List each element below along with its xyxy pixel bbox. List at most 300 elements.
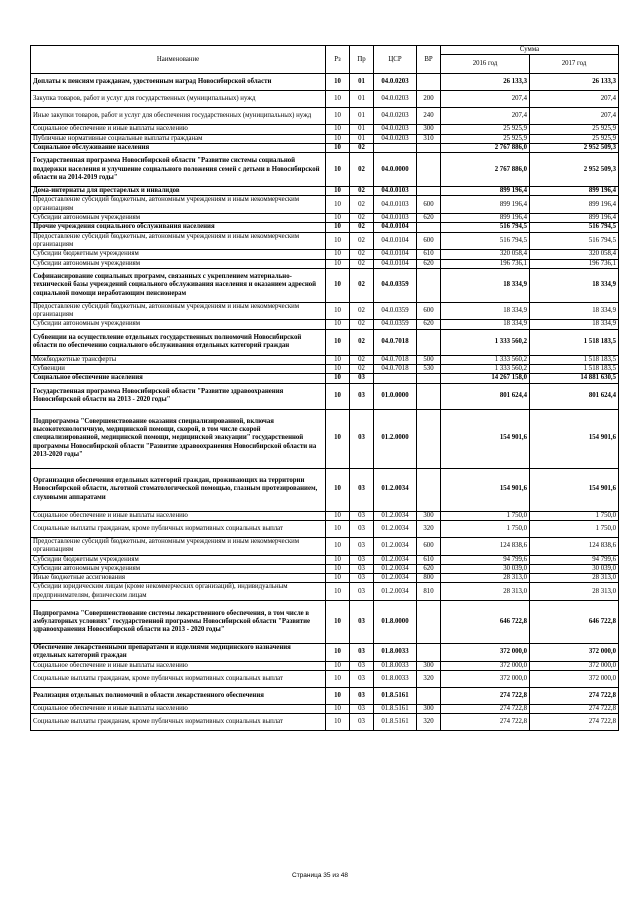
- row-pr: 03: [350, 644, 374, 662]
- row-pr: 02: [350, 268, 374, 302]
- row-rz: 10: [326, 108, 350, 125]
- row-csr: 01.2.0034: [374, 520, 417, 537]
- row-value-2017: 899 196,4: [530, 187, 619, 196]
- row-pr: 03: [350, 520, 374, 537]
- table-row: [31, 574, 619, 583]
- row-value-2016: 28 313,0: [441, 574, 530, 583]
- table-row: [31, 125, 619, 134]
- row-pr: 02: [350, 302, 374, 320]
- table-row: [31, 583, 619, 601]
- row-csr: 01.2.0034: [374, 564, 417, 573]
- row-pr: 02: [350, 250, 374, 259]
- row-name: Социальное обеспечение и иные выплаты населению: [31, 125, 326, 134]
- table-row: [31, 374, 619, 383]
- row-vr: 300: [417, 125, 441, 134]
- row-value-2017: 1 750,0: [530, 520, 619, 537]
- budget-table-page: [30, 45, 618, 731]
- row-pr: 03: [350, 564, 374, 573]
- row-pr: 02: [350, 214, 374, 223]
- row-value-2016: 207,4: [441, 108, 530, 125]
- row-pr: 02: [350, 223, 374, 232]
- row-csr: 01.2.0000: [374, 409, 417, 468]
- row-value-2017: 274 722,8: [530, 687, 619, 704]
- row-name: Иные бюджетные ассигнования: [31, 574, 326, 583]
- table-row: [31, 468, 619, 511]
- row-value-2017: 1 518 183,5: [530, 365, 619, 374]
- row-name: Социальное обеспечение и иные выплаты населению: [31, 704, 326, 713]
- row-pr: 02: [350, 320, 374, 329]
- row-name: Софинансирование социальных программ, связанных с укреплением материально-технической базы учреждений социального обслуживания населения и оказанием адресной социальной помощи неработающим пенсионерам: [31, 268, 326, 302]
- row-pr: 01: [350, 125, 374, 134]
- row-name: Субсидии бюджетным учреждениям: [31, 555, 326, 564]
- row-value-2017: 124 838,6: [530, 537, 619, 555]
- header-vr: ВР: [417, 46, 441, 74]
- row-rz: 10: [326, 302, 350, 320]
- table-row: [31, 329, 619, 355]
- row-name: Предоставление субсидий бюджетным, автономным учреждениям и иным некоммерческим организациям: [31, 537, 326, 555]
- row-value-2016: 516 794,5: [441, 223, 530, 232]
- row-name: Социальное обеспечение населения: [31, 374, 326, 383]
- row-name: Субсидии юридическим лицам (кроме некоммерческих организаций), индивидуальным предпринимателям, физическим лицам: [31, 583, 326, 601]
- row-csr: 01.2.0034: [374, 537, 417, 555]
- row-value-2016: 196 736,1: [441, 259, 530, 268]
- row-name: Прочие учреждения социального обслуживания населения: [31, 223, 326, 232]
- row-csr: [374, 143, 417, 152]
- table-row: [31, 365, 619, 374]
- row-pr: 02: [350, 153, 374, 187]
- row-csr: 04.0.0104: [374, 259, 417, 268]
- row-value-2016: 1 750,0: [441, 511, 530, 520]
- row-value-2016: 274 722,8: [441, 704, 530, 713]
- table-row: [31, 355, 619, 364]
- row-name: Социальное обеспечение и иные выплаты населению: [31, 511, 326, 520]
- row-value-2017: 25 925,9: [530, 125, 619, 134]
- row-pr: 02: [350, 187, 374, 196]
- row-vr: [417, 409, 441, 468]
- row-rz: 10: [326, 143, 350, 152]
- row-pr: 03: [350, 601, 374, 644]
- row-value-2017: 274 722,8: [530, 704, 619, 713]
- row-name: Обеспечение лекарственными препаратами и изделиями медицинского назначения отдельных категорий граждан: [31, 644, 326, 662]
- row-vr: 620: [417, 214, 441, 223]
- row-rz: 10: [326, 704, 350, 713]
- row-rz: 10: [326, 125, 350, 134]
- header-name: Наименование: [31, 46, 326, 74]
- table-row: [31, 714, 619, 731]
- header-2016: 2016 год: [441, 55, 530, 74]
- row-rz: 10: [326, 214, 350, 223]
- row-csr: 01.8.5161: [374, 687, 417, 704]
- row-value-2017: 25 925,9: [530, 134, 619, 143]
- row-value-2017: 18 334,9: [530, 268, 619, 302]
- row-name: Субсидии автономным учреждениям: [31, 214, 326, 223]
- row-pr: 03: [350, 383, 374, 409]
- row-rz: 10: [326, 329, 350, 355]
- table-row: [31, 555, 619, 564]
- row-pr: 01: [350, 74, 374, 91]
- row-value-2016: 30 039,0: [441, 564, 530, 573]
- row-rz: 10: [326, 74, 350, 91]
- row-csr: 04.0.0203: [374, 125, 417, 134]
- row-csr: 04.0.0359: [374, 268, 417, 302]
- header-rz: Рз: [326, 46, 350, 74]
- row-name: Субсидии автономным учреждениям: [31, 259, 326, 268]
- row-value-2017: 2 952 509,3: [530, 143, 619, 152]
- row-value-2017: 646 722,8: [530, 601, 619, 644]
- row-rz: 10: [326, 355, 350, 364]
- row-value-2016: 18 334,9: [441, 320, 530, 329]
- row-vr: 620: [417, 564, 441, 573]
- row-vr: 810: [417, 583, 441, 601]
- table-row: [31, 223, 619, 232]
- row-pr: 03: [350, 687, 374, 704]
- row-name: Субсидии автономным учреждениям: [31, 564, 326, 573]
- row-value-2017: 94 799,6: [530, 555, 619, 564]
- row-rz: 10: [326, 583, 350, 601]
- row-rz: 10: [326, 564, 350, 573]
- row-vr: [417, 187, 441, 196]
- table-row: [31, 74, 619, 91]
- row-value-2017: 154 901,6: [530, 409, 619, 468]
- row-csr: 04.0.0104: [374, 232, 417, 250]
- row-pr: 03: [350, 374, 374, 383]
- row-csr: 04.0.0103: [374, 187, 417, 196]
- row-pr: 01: [350, 91, 374, 108]
- row-value-2016: 1 333 560,2: [441, 355, 530, 364]
- row-csr: 01.8.0000: [374, 601, 417, 644]
- row-value-2017: 18 334,9: [530, 302, 619, 320]
- row-pr: 02: [350, 365, 374, 374]
- table-row: [31, 143, 619, 152]
- row-csr: 04.0.0000: [374, 153, 417, 187]
- row-value-2017: 372 000,0: [530, 661, 619, 670]
- row-rz: 10: [326, 520, 350, 537]
- row-pr: 03: [350, 661, 374, 670]
- row-rz: 10: [326, 320, 350, 329]
- row-value-2016: 320 058,4: [441, 250, 530, 259]
- row-rz: 10: [326, 601, 350, 644]
- row-value-2017: 1 518 183,5: [530, 355, 619, 364]
- row-pr: 03: [350, 468, 374, 511]
- row-csr: 01.2.0034: [374, 511, 417, 520]
- table-row: [31, 214, 619, 223]
- row-value-2017: 154 901,6: [530, 468, 619, 511]
- table-row: [31, 259, 619, 268]
- row-value-2016: 18 334,9: [441, 302, 530, 320]
- row-value-2017: 899 196,4: [530, 214, 619, 223]
- table-header: [31, 46, 619, 74]
- row-vr: [417, 468, 441, 511]
- row-rz: 10: [326, 383, 350, 409]
- row-value-2017: 516 794,5: [530, 232, 619, 250]
- row-rz: 10: [326, 687, 350, 704]
- row-csr: 01.8.0033: [374, 670, 417, 687]
- row-vr: [417, 153, 441, 187]
- row-pr: 02: [350, 143, 374, 152]
- row-csr: 01.2.0034: [374, 574, 417, 583]
- row-rz: 10: [326, 250, 350, 259]
- row-name: Публичные нормативные социальные выплаты гражданам: [31, 134, 326, 143]
- row-name: Государственная программа Новосибирской области "Развитие системы социальной поддержки населения и улучшение социального положения семей с детьми в Новосибирской области на 2014-2019 годы": [31, 153, 326, 187]
- row-value-2016: 801 624,4: [441, 383, 530, 409]
- row-rz: 10: [326, 574, 350, 583]
- table-row: [31, 187, 619, 196]
- row-value-2017: 899 196,4: [530, 196, 619, 214]
- row-value-2017: 30 039,0: [530, 564, 619, 573]
- row-pr: 03: [350, 511, 374, 520]
- row-vr: [417, 74, 441, 91]
- table-row: [31, 383, 619, 409]
- table-row: [31, 601, 619, 644]
- row-pr: 03: [350, 704, 374, 713]
- row-value-2017: 372 000,0: [530, 644, 619, 662]
- row-rz: 10: [326, 196, 350, 214]
- row-name: Подпрограмма "Совершенствование оказания специализированной, включая высокотехнологичную, медицинской помощи, скорой, в том числе скорой специализированной, медицинской помощи, медицинской эвакуации" государственной программы Новосибирской области "Развитие здравоохранения Новосибирской области на 2013-2020 годы": [31, 409, 326, 468]
- row-value-2017: 207,4: [530, 91, 619, 108]
- row-value-2016: 372 000,0: [441, 644, 530, 662]
- row-csr: 04.0.0359: [374, 302, 417, 320]
- row-vr: 300: [417, 661, 441, 670]
- row-vr: 240: [417, 108, 441, 125]
- row-value-2016: 1 750,0: [441, 520, 530, 537]
- row-name: Реализация отдельных полномочий в области лекарственного обеспечения: [31, 687, 326, 704]
- row-name: Предоставление субсидий бюджетным, автономным учреждениям и иным некоммерческим организациям: [31, 196, 326, 214]
- row-rz: 10: [326, 232, 350, 250]
- row-csr: 04.0.0359: [374, 320, 417, 329]
- row-name: Подпрограмма "Совершенствование системы лекарственного обеспечения, в том числе в амбулаторных условиях" государственной программы Новосибирской области "Развитие здравоохранения Новосибирской области на 2013 - 2020 годы": [31, 601, 326, 644]
- row-value-2016: 18 334,9: [441, 268, 530, 302]
- row-value-2016: 274 722,8: [441, 714, 530, 731]
- row-csr: 01.2.0034: [374, 468, 417, 511]
- row-rz: 10: [326, 223, 350, 232]
- row-rz: 10: [326, 153, 350, 187]
- row-vr: 610: [417, 555, 441, 564]
- row-csr: 01.8.0033: [374, 644, 417, 662]
- row-csr: 04.0.0104: [374, 250, 417, 259]
- row-vr: 600: [417, 302, 441, 320]
- row-csr: 01.8.5161: [374, 714, 417, 731]
- row-pr: 01: [350, 108, 374, 125]
- row-value-2016: 646 722,8: [441, 601, 530, 644]
- row-value-2016: 1 333 560,2: [441, 329, 530, 355]
- row-name: Социальное обслуживание населения: [31, 143, 326, 152]
- table-row: [31, 302, 619, 320]
- row-pr: 03: [350, 409, 374, 468]
- row-value-2016: 899 196,4: [441, 214, 530, 223]
- row-rz: 10: [326, 555, 350, 564]
- row-pr: 01: [350, 134, 374, 143]
- table-row: [31, 670, 619, 687]
- header-sum: Сумма: [441, 46, 619, 55]
- header-csr: ЦСР: [374, 46, 417, 74]
- row-value-2017: 26 133,3: [530, 74, 619, 91]
- row-name: Закупка товаров, работ и услуг для государственных (муниципальных) нужд: [31, 91, 326, 108]
- row-value-2016: 154 901,6: [441, 468, 530, 511]
- row-name: Социальное обеспечение и иные выплаты населению: [31, 661, 326, 670]
- row-vr: 320: [417, 520, 441, 537]
- row-vr: 530: [417, 365, 441, 374]
- row-vr: [417, 601, 441, 644]
- row-csr: 04.0.0203: [374, 134, 417, 143]
- table-row: [31, 564, 619, 573]
- row-name: Иные закупки товаров, работ и услуг для обеспечения государственных (муниципальных) нужд: [31, 108, 326, 125]
- row-vr: 320: [417, 714, 441, 731]
- row-csr: 04.0.7018: [374, 329, 417, 355]
- table-row: [31, 134, 619, 143]
- row-rz: 10: [326, 644, 350, 662]
- row-vr: 300: [417, 511, 441, 520]
- row-vr: 200: [417, 91, 441, 108]
- header-2017: 2017 год: [530, 55, 619, 74]
- row-vr: 320: [417, 670, 441, 687]
- row-value-2017: 1 750,0: [530, 511, 619, 520]
- row-csr: 01.8.0033: [374, 661, 417, 670]
- row-csr: 04.0.0103: [374, 196, 417, 214]
- row-csr: 04.0.0103: [374, 214, 417, 223]
- row-rz: 10: [326, 714, 350, 731]
- row-value-2016: 14 267 158,0: [441, 374, 530, 383]
- row-value-2017: 2 952 509,3: [530, 153, 619, 187]
- row-value-2016: 899 196,4: [441, 196, 530, 214]
- row-rz: 10: [326, 259, 350, 268]
- row-value-2016: 154 901,6: [441, 409, 530, 468]
- row-vr: [417, 687, 441, 704]
- row-name: Государственная программа Новосибирской области "Развитие здравоохранения Новосибирской области на 2013 - 2020 годы": [31, 383, 326, 409]
- table-row: [31, 250, 619, 259]
- row-name: Субсидии бюджетным учреждениям: [31, 250, 326, 259]
- row-pr: 02: [350, 196, 374, 214]
- row-value-2017: 801 624,4: [530, 383, 619, 409]
- table-row: [31, 644, 619, 662]
- row-rz: 10: [326, 134, 350, 143]
- row-vr: 610: [417, 250, 441, 259]
- row-vr: 600: [417, 196, 441, 214]
- row-rz: 10: [326, 91, 350, 108]
- row-vr: 800: [417, 574, 441, 583]
- row-value-2017: 207,4: [530, 108, 619, 125]
- row-csr: 04.0.7018: [374, 355, 417, 364]
- row-name: Субвенции на осуществление отдельных государственных полномочий Новосибирской области по обеспечению социального обслуживания отдельных категорий граждан: [31, 329, 326, 355]
- row-value-2016: 274 722,8: [441, 687, 530, 704]
- table-row: [31, 661, 619, 670]
- row-pr: 03: [350, 714, 374, 731]
- row-name: Социальные выплаты гражданам, кроме публичных нормативных социальных выплат: [31, 520, 326, 537]
- row-value-2016: 28 313,0: [441, 583, 530, 601]
- row-name: Межбюджетные трансферты: [31, 355, 326, 364]
- row-csr: 01.2.0034: [374, 555, 417, 564]
- table-row: [31, 91, 619, 108]
- row-value-2016: 372 000,0: [441, 670, 530, 687]
- row-vr: [417, 644, 441, 662]
- table-body: [31, 74, 619, 731]
- row-csr: [374, 374, 417, 383]
- row-value-2016: 207,4: [441, 91, 530, 108]
- table-row: [31, 196, 619, 214]
- row-vr: 600: [417, 537, 441, 555]
- row-name: Субсидии автономным учреждениям: [31, 320, 326, 329]
- row-value-2016: 94 799,6: [441, 555, 530, 564]
- row-rz: 10: [326, 468, 350, 511]
- row-rz: 10: [326, 670, 350, 687]
- row-rz: 10: [326, 374, 350, 383]
- row-value-2016: 124 838,6: [441, 537, 530, 555]
- table-row: [31, 232, 619, 250]
- row-csr: 01.8.5161: [374, 704, 417, 713]
- table-row: [31, 409, 619, 468]
- table-row: [31, 704, 619, 713]
- row-csr: 04.0.0104: [374, 223, 417, 232]
- row-name: Социальные выплаты гражданам, кроме публичных нормативных социальных выплат: [31, 714, 326, 731]
- row-vr: [417, 329, 441, 355]
- row-value-2016: 1 333 560,2: [441, 365, 530, 374]
- row-value-2017: 14 881 630,5: [530, 374, 619, 383]
- row-value-2016: 516 794,5: [441, 232, 530, 250]
- row-value-2016: 372 000,0: [441, 661, 530, 670]
- row-pr: 03: [350, 537, 374, 555]
- row-csr: 04.0.0203: [374, 74, 417, 91]
- row-rz: 10: [326, 661, 350, 670]
- row-csr: 01.0.0000: [374, 383, 417, 409]
- row-value-2017: 1 518 183,5: [530, 329, 619, 355]
- row-csr: 04.0.7018: [374, 365, 417, 374]
- row-value-2016: 2 767 886,0: [441, 143, 530, 152]
- row-value-2016: 26 133,3: [441, 74, 530, 91]
- row-value-2016: 25 925,9: [441, 125, 530, 134]
- row-csr: 01.2.0034: [374, 583, 417, 601]
- row-vr: 600: [417, 232, 441, 250]
- row-vr: 620: [417, 320, 441, 329]
- row-pr: 03: [350, 555, 374, 564]
- row-value-2017: 196 736,1: [530, 259, 619, 268]
- row-vr: [417, 268, 441, 302]
- row-rz: 10: [326, 409, 350, 468]
- budget-table: [30, 45, 619, 731]
- row-rz: 10: [326, 187, 350, 196]
- row-name: Субвенции: [31, 365, 326, 374]
- row-value-2017: 18 334,9: [530, 320, 619, 329]
- row-rz: 10: [326, 268, 350, 302]
- row-value-2017: 274 722,8: [530, 714, 619, 731]
- row-value-2017: 320 058,4: [530, 250, 619, 259]
- row-rz: 10: [326, 537, 350, 555]
- row-value-2016: 899 196,4: [441, 187, 530, 196]
- row-value-2017: 28 313,0: [530, 574, 619, 583]
- row-vr: 310: [417, 134, 441, 143]
- row-pr: 02: [350, 232, 374, 250]
- row-pr: 02: [350, 329, 374, 355]
- row-name: Социальные выплаты гражданам, кроме публичных нормативных социальных выплат: [31, 670, 326, 687]
- row-vr: 300: [417, 704, 441, 713]
- row-name: Предоставление субсидий бюджетным, автономным учреждениям и иным некоммерческим организациям: [31, 302, 326, 320]
- row-name: Организация обеспечения отдельных категорий граждан, проживающих на территории Новосибирской области, льготной стоматологической помощью, глазным протезированием, слуховыми аппаратами: [31, 468, 326, 511]
- table-row: [31, 511, 619, 520]
- row-vr: [417, 383, 441, 409]
- row-pr: 02: [350, 355, 374, 364]
- row-vr: [417, 143, 441, 152]
- row-value-2016: 2 767 886,0: [441, 153, 530, 187]
- row-csr: 04.0.0203: [374, 108, 417, 125]
- row-vr: [417, 374, 441, 383]
- row-name: Дома-интернаты для престарелых и инвалидов: [31, 187, 326, 196]
- table-row: [31, 320, 619, 329]
- table-row: [31, 537, 619, 555]
- row-pr: 03: [350, 670, 374, 687]
- row-pr: 02: [350, 259, 374, 268]
- row-csr: 04.0.0203: [374, 91, 417, 108]
- row-name: Доплаты к пенсиям гражданам, удостоенным наград Новосибирской области: [31, 74, 326, 91]
- row-pr: 03: [350, 583, 374, 601]
- row-vr: [417, 223, 441, 232]
